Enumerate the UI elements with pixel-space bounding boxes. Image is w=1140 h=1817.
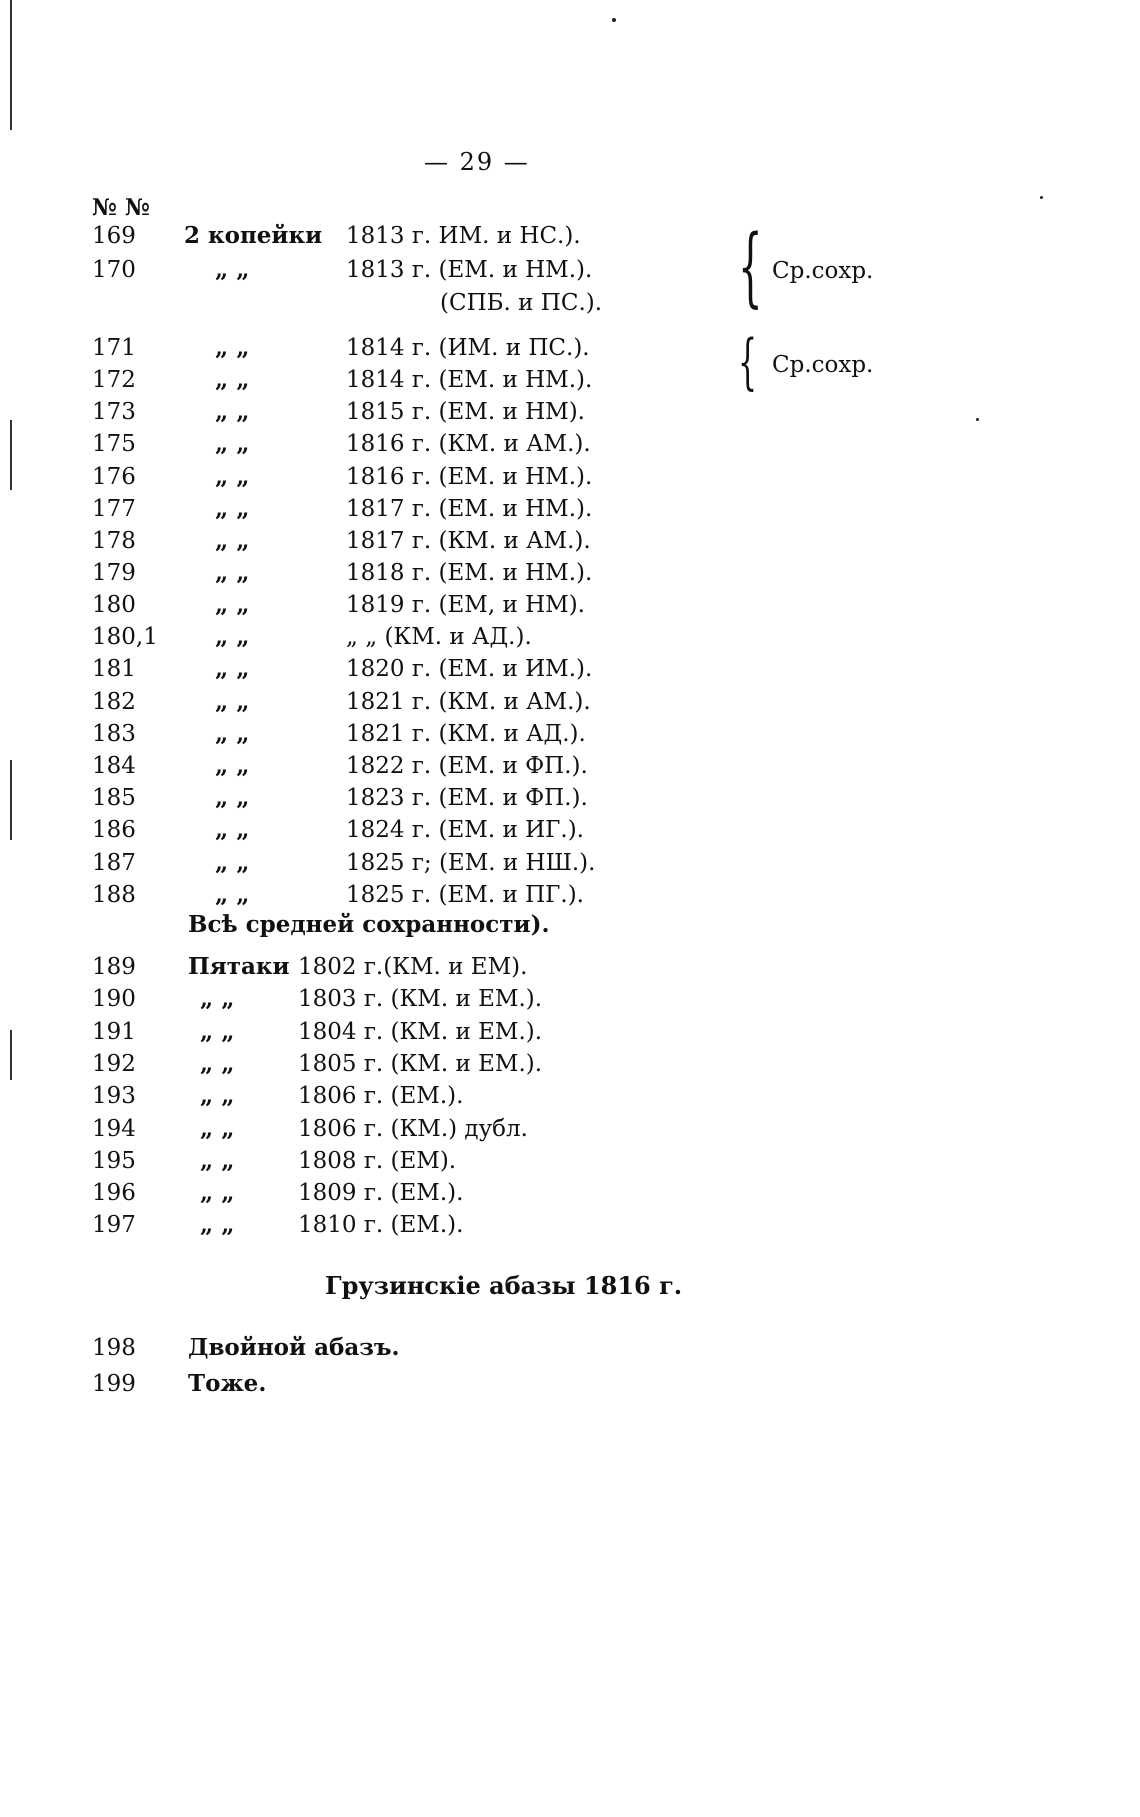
coin-description: Двойной абазъ. bbox=[188, 1334, 400, 1361]
coin-description: 1806 г. (КМ.) дубл. bbox=[298, 1115, 528, 1142]
coin-description: 1820 г. (ЕМ. и ИМ.). bbox=[346, 656, 593, 682]
coin-description: 1818 г. (ЕМ. и НМ.). bbox=[346, 560, 593, 586]
item-number: 190 bbox=[92, 986, 136, 1013]
coin-description: 1823 г. (ЕМ. и ФП.). bbox=[346, 785, 588, 811]
scan-speck bbox=[976, 418, 979, 421]
denomination: „ „ bbox=[200, 1211, 235, 1239]
denomination: „ „ bbox=[200, 1017, 235, 1045]
denomination: „ „ bbox=[215, 256, 250, 283]
denomination: „ „ bbox=[215, 591, 250, 618]
coin-description: 1806 г. (ЕМ.). bbox=[298, 1083, 464, 1110]
coin-description: 1821 г. (КМ. и АМ.). bbox=[346, 689, 591, 715]
coin-description: 1825 г; (ЕМ. и НШ.). bbox=[346, 850, 596, 876]
denomination: „ „ bbox=[215, 366, 250, 393]
item-number: 191 bbox=[92, 1018, 136, 1045]
item-number: 175 bbox=[92, 431, 136, 457]
item-number: 185 bbox=[92, 785, 136, 811]
denomination: Пятаки bbox=[188, 953, 290, 980]
denomination: „ „ bbox=[215, 655, 250, 682]
item-number: 194 bbox=[92, 1115, 136, 1142]
denomination: „ „ bbox=[215, 720, 250, 747]
denomination: 2 копейки bbox=[184, 222, 323, 249]
item-number: 183 bbox=[92, 721, 136, 747]
item-number: 179 bbox=[92, 560, 136, 586]
item-number: 192 bbox=[92, 1050, 136, 1077]
page-number: — 29 — bbox=[424, 148, 530, 176]
item-number: 197 bbox=[92, 1212, 136, 1239]
denomination: „ „ bbox=[215, 398, 250, 425]
denomination: „ „ bbox=[215, 849, 250, 876]
coin-description: 1802 г.(КМ. и ЕМ). bbox=[298, 954, 528, 980]
scan-edge-line bbox=[10, 0, 12, 130]
item-number: 195 bbox=[92, 1147, 136, 1174]
item-number: 176 bbox=[92, 464, 136, 490]
coin-description: 1817 г. (КМ. и АМ.). bbox=[346, 528, 591, 554]
item-number: 182 bbox=[92, 689, 136, 715]
brace-group-2: { bbox=[738, 327, 758, 397]
item-number: 187 bbox=[92, 850, 136, 876]
coin-description: 1815 г. (ЕМ. и НМ). bbox=[346, 399, 585, 425]
denomination: „ „ bbox=[215, 881, 250, 908]
item-number: 171 bbox=[92, 335, 136, 361]
coin-description: 1809 г. (ЕМ.). bbox=[298, 1180, 464, 1207]
denomination: „ „ bbox=[215, 495, 250, 522]
item-number: 199 bbox=[92, 1371, 136, 1397]
denomination: „ „ bbox=[200, 1114, 235, 1142]
coin-description: 1810 г. (ЕМ.). bbox=[298, 1212, 464, 1239]
denomination: „ „ bbox=[215, 559, 250, 586]
denomination: „ „ bbox=[215, 623, 250, 650]
item-number: 181 bbox=[92, 656, 136, 682]
scan-edge-line bbox=[10, 760, 12, 840]
coin-description: 1814 г. (ЕМ. и НМ.). bbox=[346, 367, 593, 393]
denomination: „ „ bbox=[215, 527, 250, 554]
coin-description: 1808 г. (ЕМ). bbox=[298, 1147, 457, 1174]
item-number: 169 bbox=[92, 223, 136, 249]
denomination: „ „ bbox=[215, 430, 250, 457]
item-number: 180 bbox=[92, 592, 136, 618]
item-number: 198 bbox=[92, 1335, 136, 1361]
denomination: „ „ bbox=[215, 688, 250, 715]
coin-description: 1824 г. (ЕМ. и ИГ.). bbox=[346, 817, 584, 843]
item-number: 172 bbox=[92, 367, 136, 393]
coin-description: 1805 г. (КМ. и ЕМ.). bbox=[298, 1050, 543, 1077]
coin-description: 1825 г. (ЕМ. и ПГ.). bbox=[346, 882, 584, 908]
denomination: „ „ bbox=[215, 752, 250, 779]
coin-description: Тоже. bbox=[188, 1370, 267, 1397]
coin-description: 1804 г. (КМ. и ЕМ.). bbox=[298, 1018, 543, 1045]
coin-description: 1819 г. (ЕМ, и НМ). bbox=[346, 592, 585, 618]
item-number: 193 bbox=[92, 1083, 136, 1110]
denomination: „ „ bbox=[200, 985, 235, 1013]
item-number: 173 bbox=[92, 399, 136, 425]
denomination: „ „ bbox=[200, 1179, 235, 1207]
column-header-number: № № bbox=[92, 194, 151, 221]
scan-edge-line bbox=[10, 1030, 12, 1080]
condition-note: Всѣ средней сохранности). bbox=[188, 911, 550, 938]
denomination: „ „ bbox=[200, 1146, 235, 1174]
scan-edge-line bbox=[10, 420, 12, 490]
side-note-condition: Ср.сохр. bbox=[772, 352, 874, 378]
section-heading: Грузинскіе абазы 1816 г. bbox=[325, 1271, 683, 1300]
coin-description: 1813 г. (ЕМ. и НМ.). bbox=[346, 257, 593, 283]
coin-description: 1816 г. (КМ. и АМ.). bbox=[346, 431, 591, 457]
coin-description: 1813 г. ИМ. и НС.). bbox=[346, 223, 581, 249]
item-number: 178 bbox=[92, 528, 136, 554]
item-number: 186 bbox=[92, 817, 136, 843]
coin-description: 1822 г. (ЕМ. и ФП.). bbox=[346, 753, 588, 779]
item-number: 188 bbox=[92, 882, 136, 908]
item-number: 189 bbox=[92, 954, 136, 980]
denomination: „ „ bbox=[200, 1049, 235, 1077]
denomination: „ „ bbox=[215, 784, 250, 811]
item-number: 180,1 bbox=[92, 624, 158, 650]
scan-speck bbox=[1040, 196, 1043, 199]
coin-description: „ „ (КМ. и АД.). bbox=[346, 624, 532, 650]
coin-description: 1821 г. (КМ. и АД.). bbox=[346, 721, 586, 747]
item-number: 170 bbox=[92, 257, 136, 283]
coin-description: 1817 г. (ЕМ. и НМ.). bbox=[346, 496, 593, 522]
coin-description: 1814 г. (ИМ. и ПС.). bbox=[346, 335, 590, 361]
brace-group-1: { bbox=[738, 217, 763, 317]
denomination: „ „ bbox=[215, 334, 250, 361]
denomination: „ „ bbox=[215, 463, 250, 490]
denomination: „ „ bbox=[200, 1082, 235, 1110]
side-note-condition: Ср.сохр. bbox=[772, 258, 874, 284]
scan-speck bbox=[612, 18, 616, 22]
coin-description: 1816 г. (ЕМ. и НМ.). bbox=[346, 464, 593, 490]
item-number: 196 bbox=[92, 1180, 136, 1207]
coin-description: (СПБ. и ПС.). bbox=[440, 290, 603, 316]
denomination: „ „ bbox=[215, 816, 250, 843]
coin-description: 1803 г. (КМ. и ЕМ.). bbox=[298, 986, 543, 1013]
item-number: 177 bbox=[92, 496, 136, 522]
item-number: 184 bbox=[92, 753, 136, 779]
